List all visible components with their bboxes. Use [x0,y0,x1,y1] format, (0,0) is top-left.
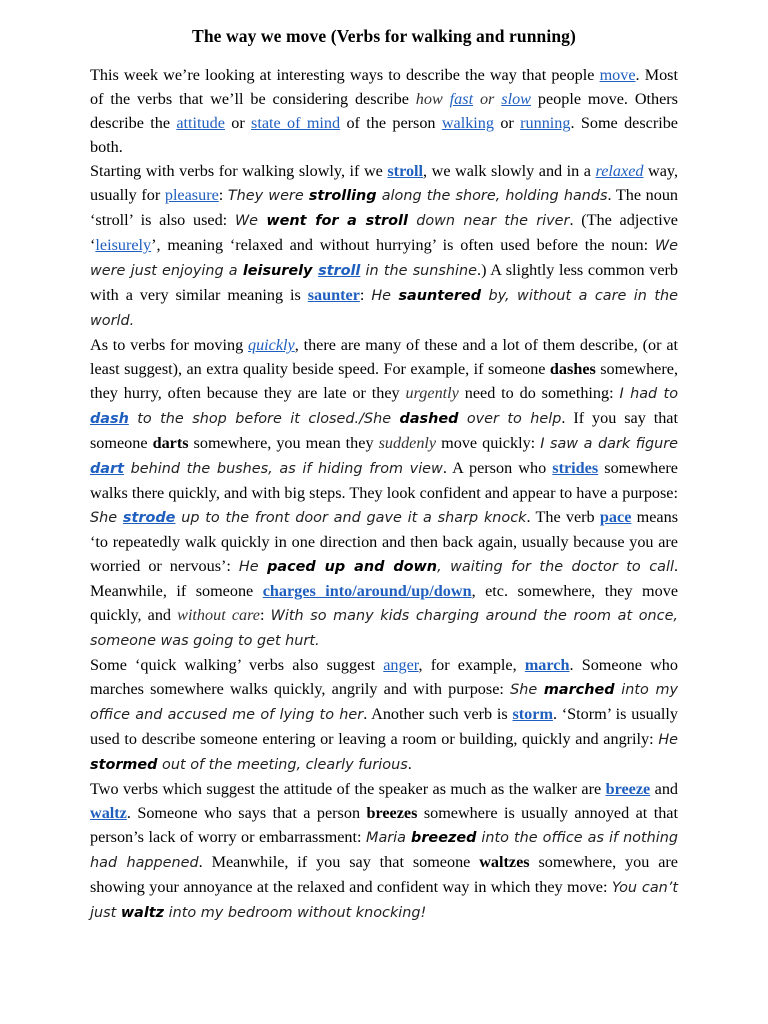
text-segment: of the person [340,114,442,132]
text-segment: urgently [405,384,459,402]
text-segment: somewhere is usually annoyed at that person’s lack of worry or embarrassment: [90,804,678,846]
text-segment: We were just enjoying a [90,238,678,279]
text-segment: into my office and accused me of lying to her [90,682,679,723]
text-segment: I had to [619,386,679,402]
text-segment: down near the river [407,213,570,229]
text-segment: behind the bushes, as if hiding from view [124,461,443,477]
text-segment: : [259,606,271,624]
text-segment: stormed [90,757,158,773]
text-segment: paced up and down [267,559,438,575]
text-segment: need to do something: [458,384,620,402]
text-segment: into my bedroom without knocking! [164,905,427,921]
paragraph [90,653,678,777]
text-segment: She [90,510,123,526]
text-segment: . Meanwhile, if someone [90,557,679,600]
text-link[interactable]: pleasure [164,186,219,204]
text-segment: , for example, [418,656,525,674]
text-link[interactable]: storm [512,705,553,723]
text-link[interactable]: walking [441,114,494,132]
text-segment: , there are many of these and a lot of them describe, (or at least suggest), an extra quality beside speed. For example, if someone [90,336,679,378]
text-segment: .) A slightly less common verb with a very similar meaning is [90,261,678,304]
text-segment: . Some describe both. [90,114,678,156]
text-segment: Maria [366,830,412,846]
text-link[interactable]: fast [449,90,474,108]
text-segment: breezes [366,804,418,822]
text-link[interactable]: dart [90,461,124,477]
text-segment: I saw a dark figure [540,436,679,452]
text-segment: leisurely [242,263,319,279]
text-segment: means ‘to repeatedly walk quickly in one direction and then back again, usually because you are worried or nervous’: [90,508,679,575]
text-segment: dashed [399,411,459,427]
text-segment: sauntered [398,288,482,304]
text-segment: . Another such verb is [363,705,513,723]
text-link[interactable]: leisurely [95,236,152,254]
text-link[interactable]: strode [122,510,176,526]
text-segment: Two verbs which suggest the attitude of the speaker as much as the walker are [90,780,606,798]
paragraph [90,63,678,159]
text-segment: breezed [411,830,477,846]
text-segment: people move. Others describe the [90,90,678,132]
text-segment: by, without a care in the world. [90,288,678,329]
text-segment: out of the meeting, clearly furious [157,757,408,773]
text-segment: somewhere, you mean they [188,434,379,452]
text-segment: waltzes [479,853,530,871]
text-segment: . Someone who says that a person [126,804,367,822]
text-segment: darts [152,434,189,452]
text-link[interactable]: stroll [387,162,424,180]
text-link[interactable]: pace [599,508,632,526]
document-page [90,26,678,925]
text-segment: or [224,114,252,132]
text-link[interactable]: dash [90,411,129,427]
text-link[interactable]: waltz [90,804,127,822]
text-segment: strolling [308,188,377,204]
text-segment: way, usually for [90,162,678,204]
text-segment: This week we’re looking at interesting ways to describe the way that people [90,66,600,84]
text-link[interactable]: march [524,656,570,674]
paragraph [90,333,678,653]
text-segment: without care [177,606,260,624]
text-link[interactable]: breeze [605,780,651,798]
text-segment: She [510,682,544,698]
text-segment: ’, meaning ‘relaxed and without hurrying’ is often used before the noun: [151,236,655,254]
text-segment: He [658,732,678,748]
text-segment: or [494,114,521,132]
text-link[interactable]: anger [383,656,419,674]
text-segment: somewhere, you are showing your annoyance at the relaxed and confident way in which they move: [90,853,678,896]
text-segment: . A person who [442,459,553,477]
text-segment: , we walk slowly and in a [423,162,596,180]
text-link[interactable]: slow [501,90,531,108]
text-segment: . [407,755,412,773]
text-link[interactable]: attitude [176,114,225,132]
text-segment: : [218,186,228,204]
text-segment: We [234,213,267,229]
text-segment: or [473,90,502,108]
text-segment: . The verb [526,508,600,526]
text-link[interactable]: running [520,114,571,132]
text-segment: marched [543,682,615,698]
text-segment: suddenly [378,434,437,452]
text-segment: . (The adjective ‘ [90,211,678,254]
text-segment: over to help [458,411,562,427]
text-segment: somewhere walks there quickly, and with big steps. They look confident and appear to have a purpose: [90,459,678,502]
text-segment: . Most of the verbs that we’ll be considering describe [90,66,678,108]
text-segment: . Meanwhile, if you say that someone [198,853,480,871]
document-body [90,63,678,925]
text-segment: , etc. somewhere, they move quickly, and [90,582,678,624]
text-link[interactable]: stroll [318,263,361,279]
paragraph [90,159,678,333]
text-segment: waltz [120,905,165,921]
text-segment: in the sunshine [360,263,478,279]
text-segment: , waiting for the doctor to call [437,559,674,575]
paragraph [90,777,678,925]
text-segment: and [650,780,679,798]
text-link[interactable]: state of mind [251,114,341,132]
text-segment: into the office as if nothing had happened [90,830,679,871]
text-link[interactable]: saunter [307,286,360,304]
text-link[interactable]: relaxed [595,162,644,180]
text-segment: Some ‘quick walking’ verbs also suggest [90,656,384,674]
text-segment: With so many kids charging around the room at once, someone was going to get hurt. [90,608,679,649]
text-segment: . Someone who marches somewhere walks quickly, angrily and with purpose: [90,656,678,698]
text-segment: went for a stroll [266,213,408,229]
text-segment: dashes [549,360,596,378]
text-segment: You can’t just [90,880,678,921]
document-title: The way we move (Verbs for walking and running) [192,26,576,46]
text-segment: They were [227,188,309,204]
text-segment: along the shore, holding hands [376,188,608,204]
text-segment: He [238,559,268,575]
text-segment: somewhere, they hurry, often because they are late or they [90,360,678,402]
text-segment: Starting with verbs for walking slowly, if we [90,162,388,180]
text-segment: . The noun ‘stroll’ is also used: [90,186,679,229]
text-segment: As to verbs for moving [90,336,248,354]
text-segment: . ‘Storm’ is usually used to describe someone entering or leaving a room or building, quickly and angrily: [90,705,678,748]
text-segment: move quickly: [436,434,541,452]
text-segment: up to the front door and gave it a sharp knock [175,510,527,526]
text-segment: He [371,288,399,304]
text-link[interactable]: quickly [247,336,295,354]
text-link[interactable]: move [599,66,636,84]
text-segment: to the shop before it closed./She [128,411,400,427]
text-link[interactable]: strides [552,459,599,477]
text-segment: : [359,286,372,304]
text-segment: . If you say that someone [90,409,678,452]
text-link[interactable]: charges into/around/up/down [262,582,472,600]
text-segment: how [415,90,450,108]
